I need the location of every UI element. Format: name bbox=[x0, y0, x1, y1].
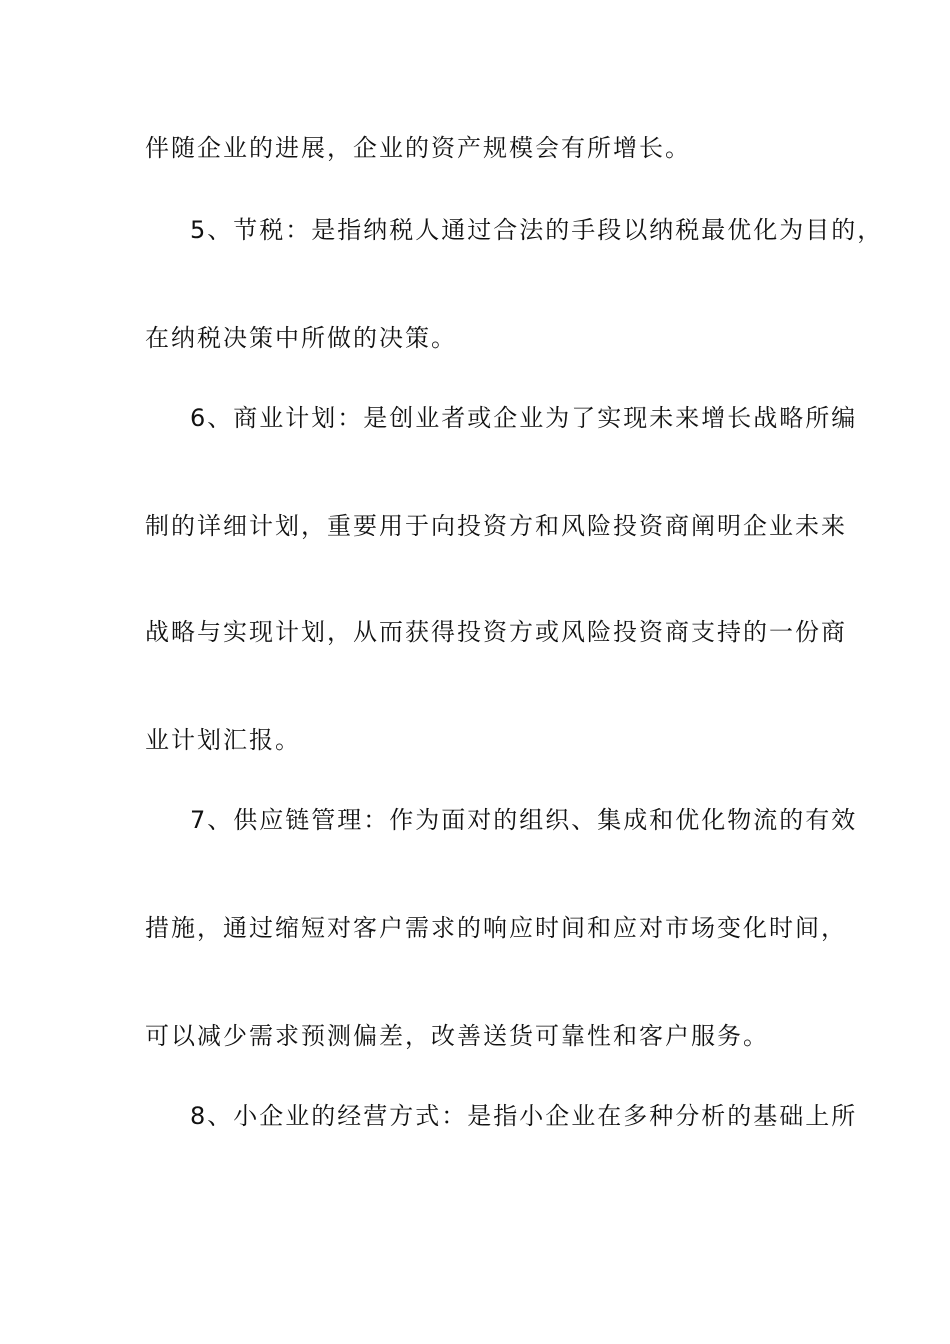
paragraph-line-2: 5、节税：是指纳税人通过合法的手段以纳税最优化为目的， bbox=[190, 216, 884, 244]
paragraph-line-5: 制的详细计划，重要用于向投资方和风险投资商阐明企业未来 bbox=[145, 512, 847, 540]
paragraph-line-1: 伴随企业的进展，企业的资产规模会有所增长。 bbox=[145, 134, 691, 162]
paragraph-line-3: 在纳税决策中所做的决策。 bbox=[145, 324, 457, 352]
paragraph-line-4: 6、商业计划：是创业者或企业为了实现未来增长战略所编 bbox=[190, 404, 858, 432]
paragraph-line-8: 7、供应链管理：作为面对的组织、集成和优化物流的有效 bbox=[190, 806, 858, 834]
paragraph-line-6: 战略与实现计划，从而获得投资方或风险投资商支持的一份商 bbox=[145, 618, 847, 646]
paragraph-line-9: 措施，通过缩短对客户需求的响应时间和应对市场变化时间， bbox=[145, 914, 847, 942]
paragraph-line-10: 可以减少需求预测偏差，改善送货可靠性和客户服务。 bbox=[145, 1022, 769, 1050]
paragraph-line-7: 业计划汇报。 bbox=[145, 726, 301, 754]
paragraph-line-11: 8、小企业的经营方式：是指小企业在多种分析的基础上所 bbox=[190, 1102, 858, 1130]
